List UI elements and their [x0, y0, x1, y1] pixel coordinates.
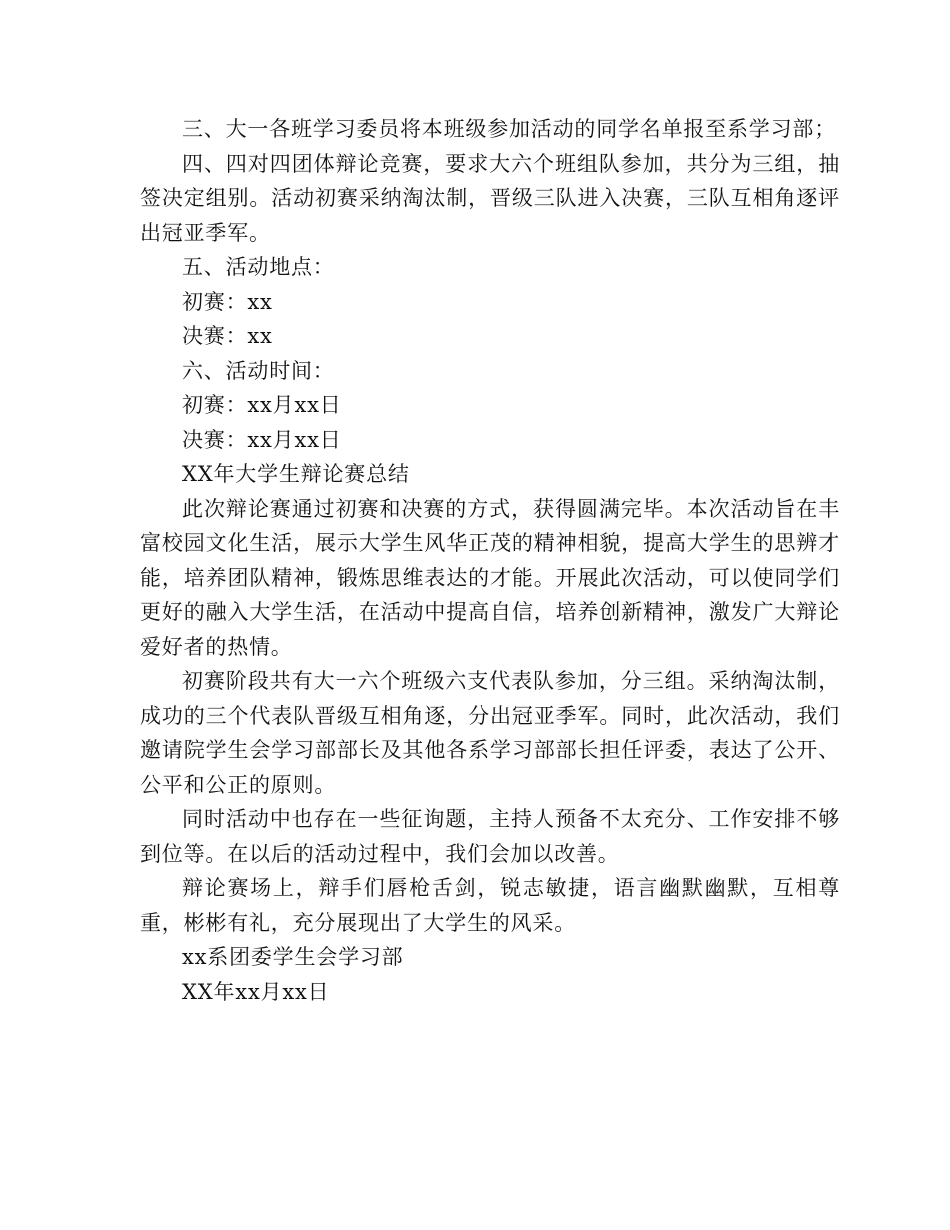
- document-body: [140, 112, 840, 1009]
- summary-paragraph-debaters: 辩论赛场上，辩手们唇枪舌剑，锐志敏捷，语言幽默幽默，互相尊重，彬彬有礼，充分展现出了大学生的风采。: [140, 876, 840, 935]
- summary-paragraph-preliminary: 初赛阶段共有大一六个班级六支代表队参加，分三组。采纳淘汰制，成功的三个代表队晋级互相角逐，分出冠亚季军。同时，此次活动，我们邀请院学生会学习部部长及其他各系学习部部长担任评委，表达了公开、公平和公正的原则。: [140, 669, 840, 797]
- time-preliminary: 初赛：xx月xx日: [182, 393, 342, 417]
- signature-organization: xx系团委学生会学习部: [182, 945, 404, 969]
- summary-paragraph-overview: 此次辩论赛通过初赛和决赛的方式，获得圆满完毕。本次活动旨在丰富校园文化生活，展示大学生风华正茂的精神相貌，提高大学生的思辨才能，培养团队精神，锻炼思维表达的才能。开展此次活动，可以使同学们更好的融入大学生活，在活动中提高自信，培养创新精神，激发广大辩论爱好者的热情。: [140, 496, 840, 659]
- paragraph-competition-format: 四、四对四团体辩论竞赛，要求大六个班组队参加，共分为三组，抽签决定组别。活动初赛采纳淘汰制，晋级三队进入决赛，三队互相角逐评出冠亚季军。: [140, 151, 840, 245]
- heading-venue: 五、活动地点：: [182, 255, 335, 279]
- venue-preliminary: 初赛：xx: [182, 289, 273, 314]
- summary-paragraph-issues: 同时活动中也存在一些征询题，主持人预备不太充分、工作安排不够到位等。在以后的活动过程中，我们会加以改善。: [140, 807, 840, 866]
- summary-title: XX年大学生辩论赛总结: [182, 462, 410, 486]
- paragraph-registration: 三、大一各班学习委员将本班级参加活动的同学名单报至系学习部；: [182, 117, 836, 141]
- venue-final: 决赛：xx: [182, 324, 273, 348]
- time-final: 决赛：xx月xx日: [182, 427, 342, 452]
- heading-time: 六、活动时间：: [182, 358, 335, 383]
- signature-date: XX年xx月xx日: [182, 979, 330, 1004]
